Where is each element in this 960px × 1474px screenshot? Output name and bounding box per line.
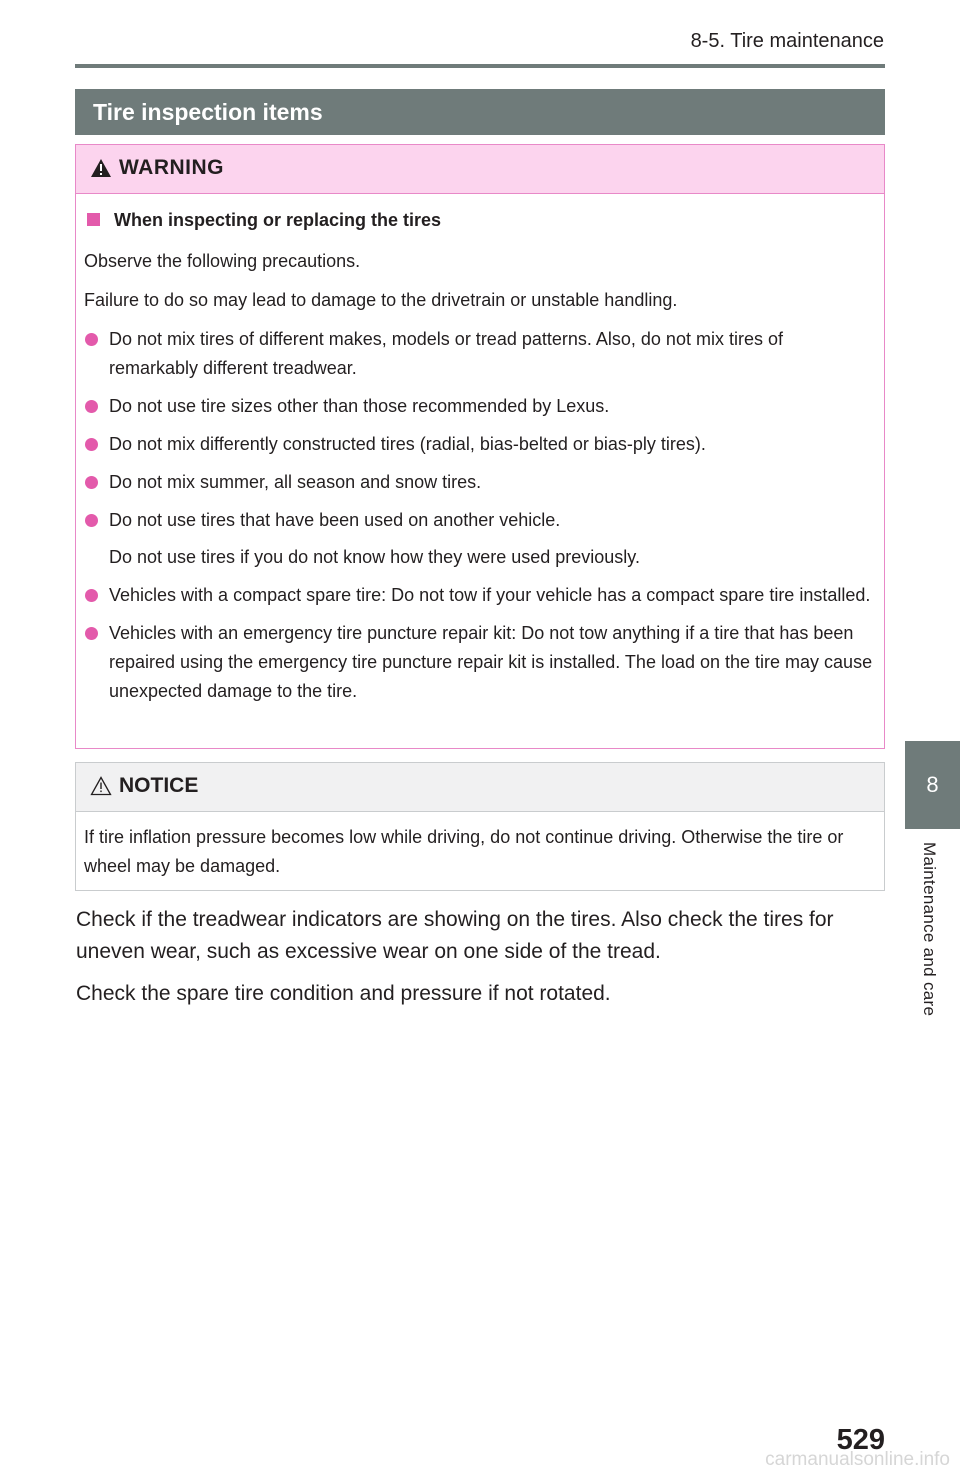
warning-bullet: Vehicles with an emergency tire puncture repair kit: Do not tow anything if a tire that has been repaired using the emergency tire puncture repair kit is installed. The load on the tire may cause unexpected damage to the tire. bbox=[84, 619, 876, 706]
warning-box bbox=[75, 144, 885, 749]
bullet-dot-icon bbox=[85, 400, 98, 413]
section-title: Tire inspection items bbox=[75, 89, 885, 135]
warning-label: WARNING bbox=[119, 156, 224, 179]
warning-bullet-continuation: Do not use tires if you do not know how they were used previously. bbox=[109, 547, 640, 567]
warning-triangle-icon bbox=[90, 158, 112, 178]
warning-bullet: Do not mix tires of different makes, models or tread patterns. Also, do not mix tires of remarkably different treadwear. bbox=[84, 325, 876, 383]
bullet-dot-icon bbox=[85, 438, 98, 451]
body-paragraph: Check if the treadwear indicators are showing on the tires. Also check the tires for uneven wear, such as excessive wear on one side of the tread. bbox=[76, 908, 834, 963]
bullet-dot-icon bbox=[85, 627, 98, 640]
warning-body bbox=[76, 194, 884, 706]
body-paragraph: Check the spare tire condition and pressure if not rotated. bbox=[76, 982, 611, 1005]
notice-label: NOTICE bbox=[119, 774, 199, 797]
notice-header bbox=[76, 763, 884, 812]
warning-bullet: Do not mix summer, all season and snow tires. bbox=[84, 468, 876, 497]
watermark: carmanualsonline.info bbox=[765, 1449, 950, 1470]
warning-bullet: Vehicles with a compact spare tire: Do not tow if your vehicle has a compact spare tire installed. bbox=[84, 581, 876, 610]
bullet-dot-icon bbox=[85, 589, 98, 602]
running-header: 8-5. Tire maintenance bbox=[690, 30, 884, 52]
warning-intro-2: Failure to do so may lead to damage to the drivetrain or unstable handling. bbox=[84, 290, 678, 310]
notice-box bbox=[75, 762, 885, 891]
warning-header bbox=[76, 145, 884, 194]
bullet-dot-icon bbox=[85, 476, 98, 489]
chapter-label: Maintenance and care bbox=[920, 842, 939, 1017]
notice-text: If tire inflation pressure becomes low while driving, do not continue driving. Otherwise the tire or wheel may be damaged. bbox=[84, 827, 844, 876]
bullet-dot-icon bbox=[85, 333, 98, 346]
warning-bullet: Do not mix differently constructed tires (radial, bias-belted or bias-ply tires). bbox=[84, 430, 876, 459]
warning-subheading: When inspecting or replacing the tires bbox=[84, 208, 876, 232]
bullet-dot-icon bbox=[85, 514, 98, 527]
header-rule bbox=[75, 64, 885, 68]
warning-bullet: Do not use tire sizes other than those recommended by Lexus. bbox=[84, 392, 876, 421]
caution-triangle-icon bbox=[90, 776, 112, 796]
warning-intro-1: Observe the following precautions. bbox=[84, 251, 361, 271]
body-text bbox=[76, 904, 886, 1020]
page-number: 529 bbox=[836, 1424, 885, 1456]
square-bullet-icon bbox=[87, 213, 100, 226]
warning-bullet: Do not use tires that have been used on another vehicle. bbox=[84, 506, 876, 535]
chapter-tab: 8 bbox=[905, 741, 960, 829]
